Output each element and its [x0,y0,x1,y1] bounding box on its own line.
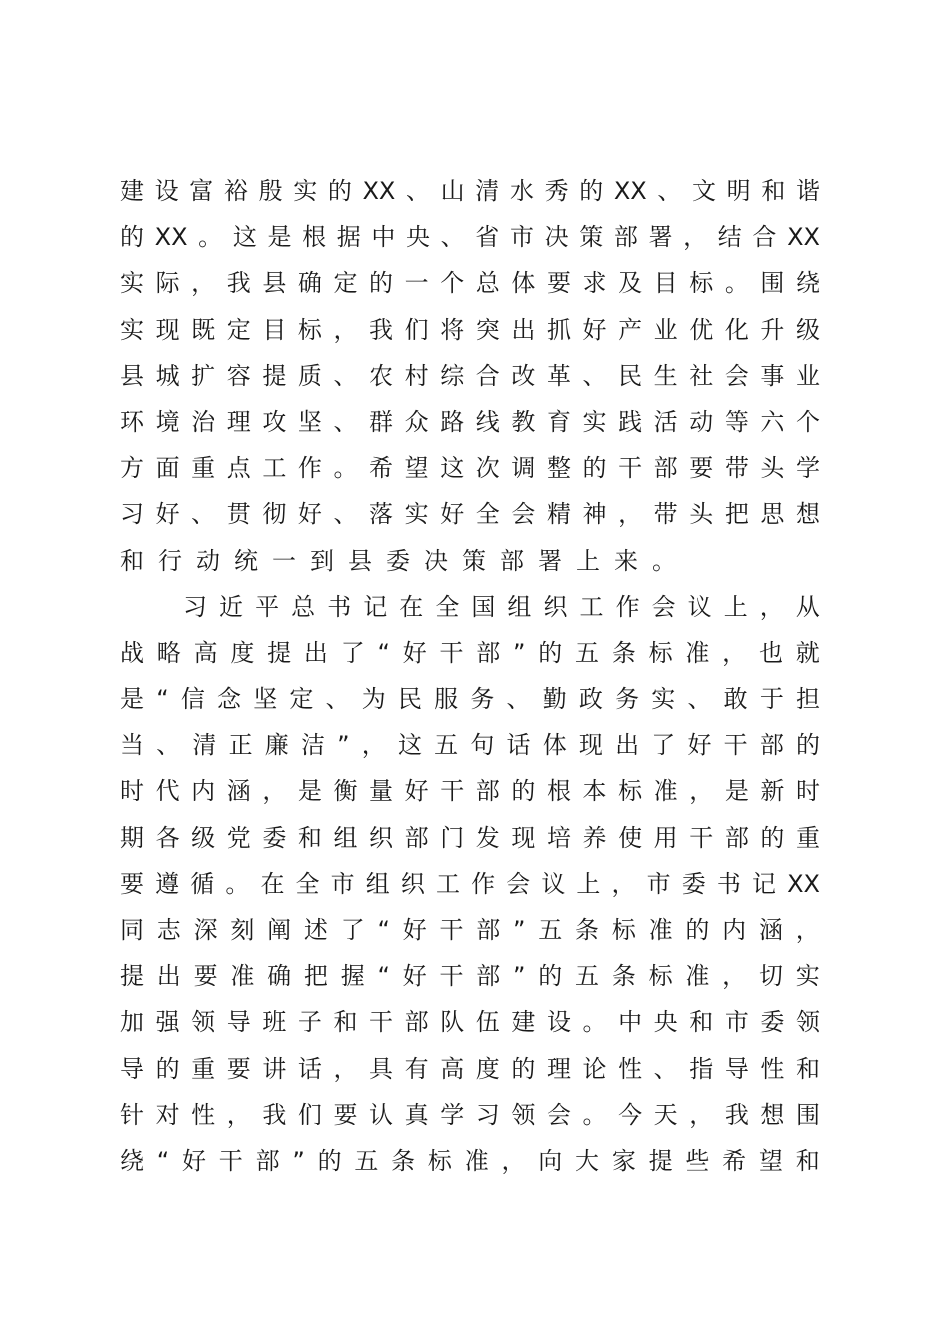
text-line: 和 行 动 统 一 到 县 委 决 策 部 署 上 来 。 [120,546,676,575]
text-line: 的 XX 。 这 是 根 据 中 央 、 省 市 决 策 部 署 ， 结 合 XX [120,223,820,252]
text-line: 针 对 性 ， 我 们 要 认 真 学 习 领 会 。 今 天 ， 我 想 围 [120,1100,820,1129]
text-line: 导 的 重 要 讲 话 ， 具 有 高 度 的 理 论 性 、 指 导 性 和 [120,1054,820,1083]
text-line: 时 代 内 涵 ， 是 衡 量 好 干 部 的 根 本 标 准 ， 是 新 时 [120,777,820,806]
text-line: 实 现 既 定 目 标 ， 我 们 将 突 出 抓 好 产 业 优 化 升 级 [120,315,820,344]
text-line: 当 、 清 正 廉 洁 ” ， 这 五 句 话 体 现 出 了 好 干 部 的 [120,731,820,760]
text-line: 提 出 要 准 确 把 握 “ 好 干 部 ” 的 五 条 标 准 ， 切 实 [120,962,820,991]
text-line: 县 城 扩 容 提 质 、 农 村 综 合 改 革 、 民 生 社 会 事 业 [120,361,820,390]
text-line: 习 近 平 总 书 记 在 全 国 组 织 工 作 会 议 上 ， 从 [183,592,820,621]
text-line: 方 面 重 点 工 作 。 希 望 这 次 调 整 的 干 部 要 带 头 学 [120,454,820,483]
text-line: 绕 “ 好 干 部 ” 的 五 条 标 准 ， 向 大 家 提 些 希 望 和 [120,1146,820,1175]
body-text [120,168,820,1184]
text-line: 加 强 领 导 班 子 和 干 部 队 伍 建 设 。 中 央 和 市 委 领 [120,1008,820,1037]
text-line: 实 际 ， 我 县 确 定 的 一 个 总 体 要 求 及 目 标 。 围 绕 [120,269,820,298]
text-line: 建 设 富 裕 殷 实 的 XX 、 山 清 水 秀 的 XX 、 文 明 和 谐 [120,177,820,205]
text-line: 期 各 级 党 委 和 组 织 部 门 发 现 培 养 使 用 干 部 的 重 [120,823,820,852]
text-line: 环 境 治 理 攻 坚 、 群 众 路 线 教 育 实 践 活 动 等 六 个 [120,407,820,436]
text-line: 是 “ 信 念 坚 定 、 为 民 服 务 、 勤 政 务 实 、 敢 于 担 [120,685,820,714]
text-line: 同 志 深 刻 阐 述 了 “ 好 干 部 ” 五 条 标 准 的 内 涵 ， [120,916,820,944]
text-line: 战 略 高 度 提 出 了 “ 好 干 部 ” 的 五 条 标 准 ， 也 就 [120,638,820,667]
text-line: 习 好 、 贯 彻 好 、 落 实 好 全 会 精 神 ， 带 头 把 思 想 [120,500,820,529]
text-line: 要 遵 循 。 在 全 市 组 织 工 作 会 议 上 ， 市 委 书 记 XX [120,869,820,898]
